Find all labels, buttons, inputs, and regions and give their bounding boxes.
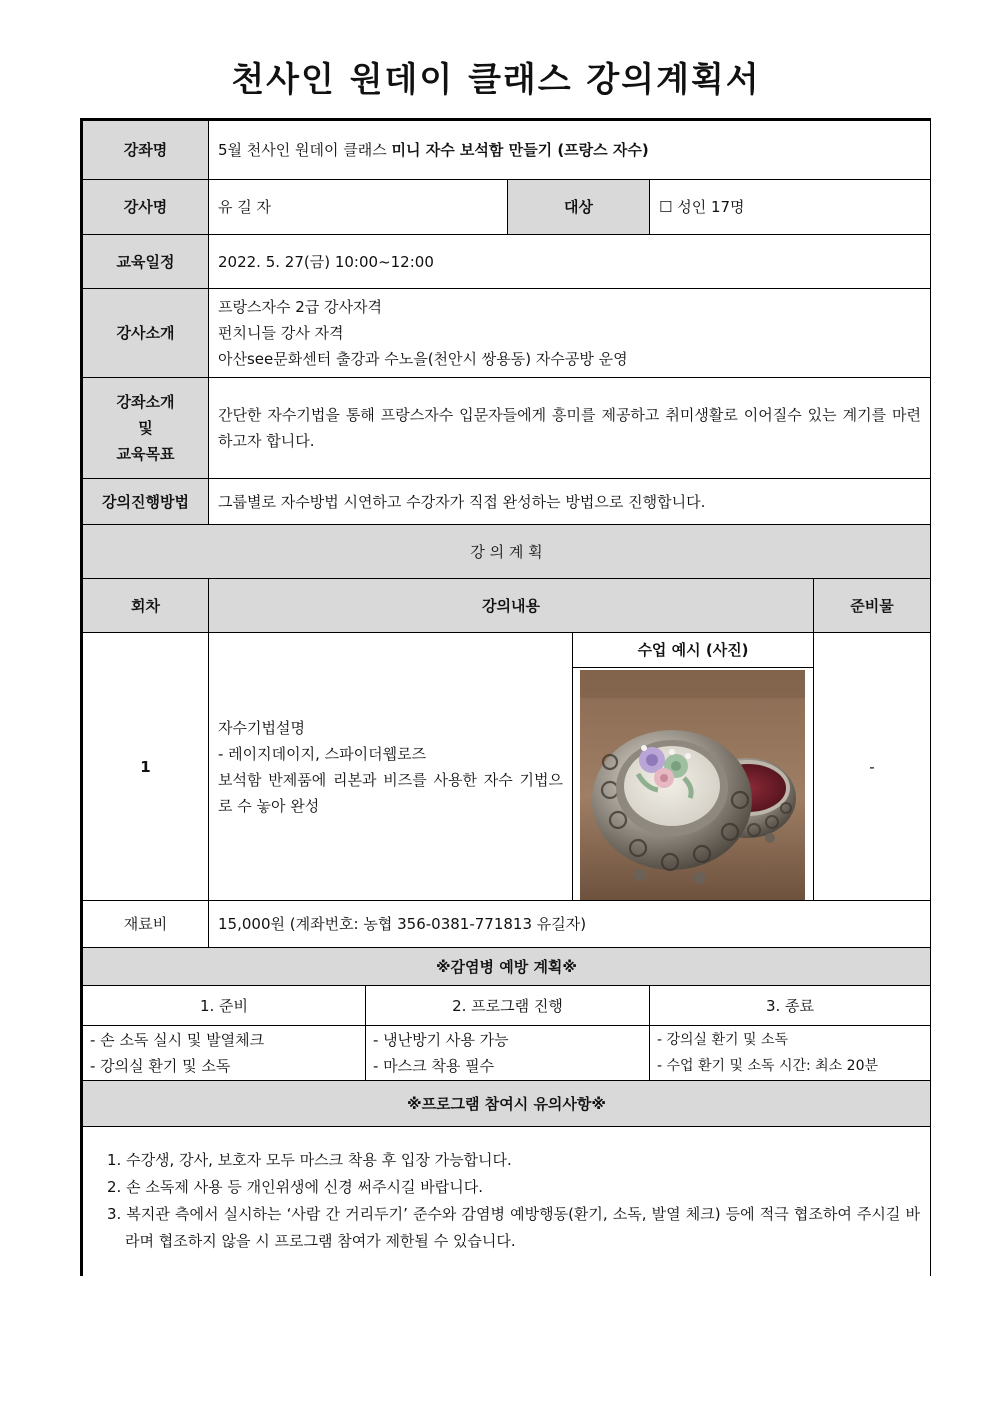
prevention-header-progress: 2. 프로그램 진행 bbox=[365, 985, 650, 1026]
instructor-intro-value bbox=[208, 288, 931, 378]
target-label: 대상 bbox=[507, 179, 650, 235]
target-value: ☐ 성인 17명 bbox=[649, 179, 931, 235]
prevention-item: - 강의실 환기 및 소독 bbox=[657, 1032, 789, 1048]
schedule-value: 2022. 5. 27(금) 10:00~12:00 bbox=[208, 234, 931, 289]
jewelry-box-image bbox=[580, 670, 805, 900]
prevention-title: ※감염병 예방 계획※ bbox=[82, 947, 931, 986]
course-intro-label-line: 강좌소개 bbox=[116, 393, 175, 411]
instructor-intro-label: 강사소개 bbox=[82, 288, 209, 378]
fee-label: 재료비 bbox=[82, 900, 209, 948]
course-name-bold: 미니 자수 보석함 만들기 (프랑스 자수) bbox=[391, 141, 649, 159]
prevention-item: - 마스크 착용 필수 bbox=[373, 1057, 495, 1075]
method-label: 강의진행방법 bbox=[82, 478, 209, 525]
plan-section-title: 강 의 계 획 bbox=[82, 524, 931, 579]
course-name-value bbox=[208, 120, 931, 180]
note-item: 2. 손 소독제 사용 등 개인위생에 신경 써주시길 바랍니다. bbox=[107, 1178, 484, 1196]
course-intro-label bbox=[82, 377, 209, 479]
prevention-item: - 강의실 환기 및 소독 bbox=[90, 1057, 231, 1075]
instructor-intro-line: 펀치니들 강사 자격 bbox=[218, 324, 344, 342]
prevention-items-end bbox=[649, 1025, 931, 1081]
notes-title: ※프로그램 참여시 유의사항※ bbox=[82, 1080, 931, 1127]
instructor-value: 유 길 자 bbox=[208, 179, 508, 235]
fee-value: 15,000원 (계좌번호: 농협 356-0381-771813 유길자) bbox=[208, 900, 931, 948]
lecture-plan-table bbox=[80, 118, 931, 1276]
prevention-header-end: 3. 종료 bbox=[649, 985, 931, 1026]
photo-caption: 수업 예시 (사진) bbox=[572, 632, 814, 668]
plan-row-supplies: - bbox=[813, 632, 931, 901]
prevention-items-progress bbox=[365, 1025, 650, 1081]
plan-header-session: 회차 bbox=[82, 578, 209, 633]
prevention-items-prepare bbox=[82, 1025, 366, 1081]
course-name-plain: 5월 천사인 원데이 클래스 bbox=[218, 141, 392, 159]
schedule-label: 교육일정 bbox=[82, 234, 209, 289]
course-name-label: 강좌명 bbox=[82, 120, 209, 180]
course-intro-label-line: 및 bbox=[138, 419, 153, 437]
prevention-item: - 손 소독 실시 및 발열체크 bbox=[90, 1031, 265, 1049]
plan-content-line: - 레이지데이지, 스파이더웹로즈 bbox=[218, 744, 427, 763]
instructor-label: 강사명 bbox=[82, 179, 209, 235]
notes-list bbox=[83, 1147, 930, 1255]
jewelry-box-photo bbox=[580, 670, 805, 900]
plan-content-line: 자수기법설명 bbox=[218, 718, 305, 737]
prevention-item: - 수업 환기 및 소독 시간: 최소 20분 bbox=[657, 1058, 879, 1074]
plan-header-content: 강의내용 bbox=[208, 578, 814, 633]
document-title: 천사인 원데이 클래스 강의계획서 bbox=[231, 60, 761, 100]
instructor-intro-line: 프랑스자수 2급 강사자격 bbox=[218, 298, 382, 316]
course-intro-label-line: 교육목표 bbox=[116, 445, 175, 463]
note-item: 1. 수강생, 강사, 보호자 모두 마스크 착용 후 입장 가능합니다. bbox=[107, 1151, 512, 1169]
instructor-intro-line: 아산see문화센터 출강과 수노을(천안시 쌍용동) 자수공방 운영 bbox=[218, 350, 628, 368]
course-intro-value bbox=[208, 377, 931, 479]
plan-content-line: 보석함 반제품에 리본과 비즈를 사용한 자수 기법으로 수 놓아 완성 bbox=[218, 770, 563, 815]
plan-row-content bbox=[208, 632, 573, 901]
note-item: 3. 복지관 측에서 실시하는 ‘사람 간 거리두기’ 준수와 감염병 예방행동(환기, 소독, 발열 체크) 등에 적극 협조하여 주시길 바라며 협조하지 않을 시 프로그램 참여가 제한될 수 있습니다. bbox=[107, 1205, 920, 1250]
plan-row-session: 1 bbox=[82, 632, 209, 901]
prevention-header-prepare: 1. 준비 bbox=[82, 985, 366, 1026]
notes-box bbox=[82, 1126, 931, 1276]
plan-header-supplies: 준비물 bbox=[813, 578, 931, 633]
method-value: 그룹별로 자수방법 시연하고 수강자가 직접 완성하는 방법으로 진행합니다. bbox=[208, 478, 931, 525]
course-intro-text: 간단한 자수기법을 통해 프랑스자수 입문자들에게 흥미를 제공하고 취미생활로 이어질수 있는 계기를 마련하고자 합니다. bbox=[218, 406, 921, 450]
prevention-item: - 냉난방기 사용 가능 bbox=[373, 1031, 509, 1049]
